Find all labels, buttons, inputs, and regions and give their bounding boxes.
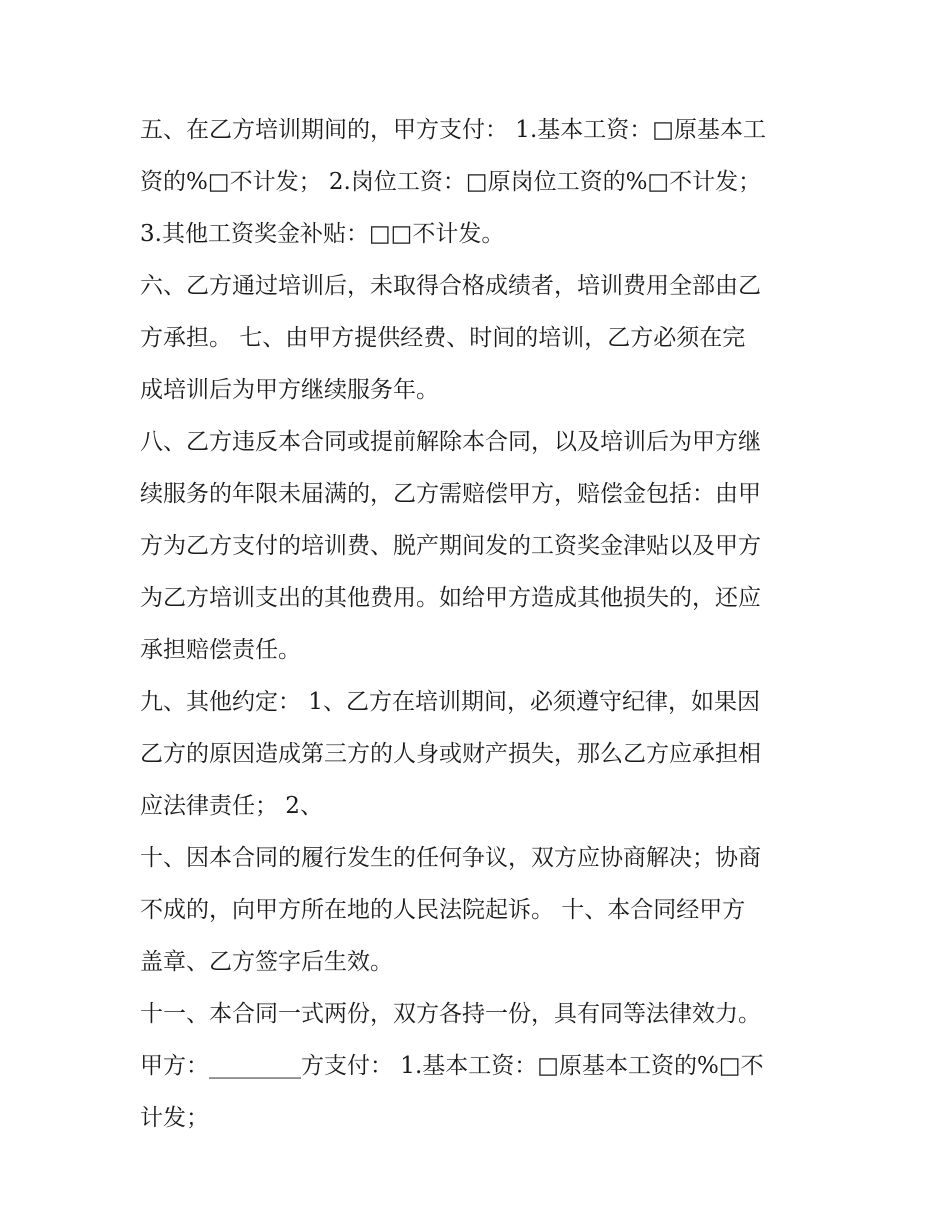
document-body (140, 104, 830, 1144)
text-line: 计发； (140, 1105, 209, 1131)
clause-6-7-paragraph (140, 260, 830, 416)
text-line: 方为乙方支付的培训费、脱产期间发的工资奖金津贴以及甲方 (140, 533, 761, 559)
text-line: 应法律责任； 2、 (140, 793, 323, 819)
text-line: 3.其他工资奖金补贴：□□不计发。 (140, 221, 505, 247)
clause-10-paragraph (140, 832, 830, 988)
text-line: 续服务的年限未届满的，乙方需赔偿甲方，赔偿金包括：由甲 (140, 481, 761, 507)
text-line: 承担赔偿责任。 (140, 637, 301, 663)
text-line: 不成的，向甲方所在地的人民法院起诉。 十、本合同经甲方 (140, 897, 746, 923)
text-line: 十一、本合同一式两份，双方各持一份，具有同等法律效力。 (140, 1001, 761, 1027)
text-line: 六、乙方通过培训后，未取得合格成绩者，培训费用全部由乙 (140, 273, 761, 299)
text-line: 盖章、乙方签字后生效。 (140, 949, 393, 975)
text-line: 九、其他约定： 1、乙方在培训期间，必须遵守纪律，如果因 (140, 689, 760, 715)
text-line: 方承担。 七、由甲方提供经费、时间的培训，乙方必须在完 (140, 325, 746, 351)
clause-11-paragraph (140, 988, 830, 1040)
text-line: 八、乙方违反本合同或提前解除本合同，以及培训后为甲方继 (140, 429, 761, 455)
party-a-paragraph (140, 1040, 830, 1144)
text-line: 甲方：________方支付： 1.基本工资：□原基本工资的%□不 (140, 1053, 764, 1079)
text-line: 为乙方培训支出的其他费用。如给甲方造成其他损失的，还应 (140, 585, 761, 611)
text-line: 乙方的原因造成第三方的人身或财产损失，那么乙方应承担相 (140, 741, 761, 767)
clause-9-paragraph (140, 676, 830, 832)
clause-5-paragraph (140, 104, 830, 260)
text-line: 五、在乙方培训期间的，甲方支付： 1.基本工资：□原基本工 (140, 117, 766, 143)
text-line: 十、因本合同的履行发生的任何争议，双方应协商解决；协商 (140, 845, 761, 871)
text-line: 成培训后为甲方继续服务年。 (140, 377, 439, 403)
clause-8-paragraph (140, 416, 830, 676)
text-line: 资的%□不计发； 2.岗位工资：□原岗位工资的%□不计发； (140, 169, 762, 195)
